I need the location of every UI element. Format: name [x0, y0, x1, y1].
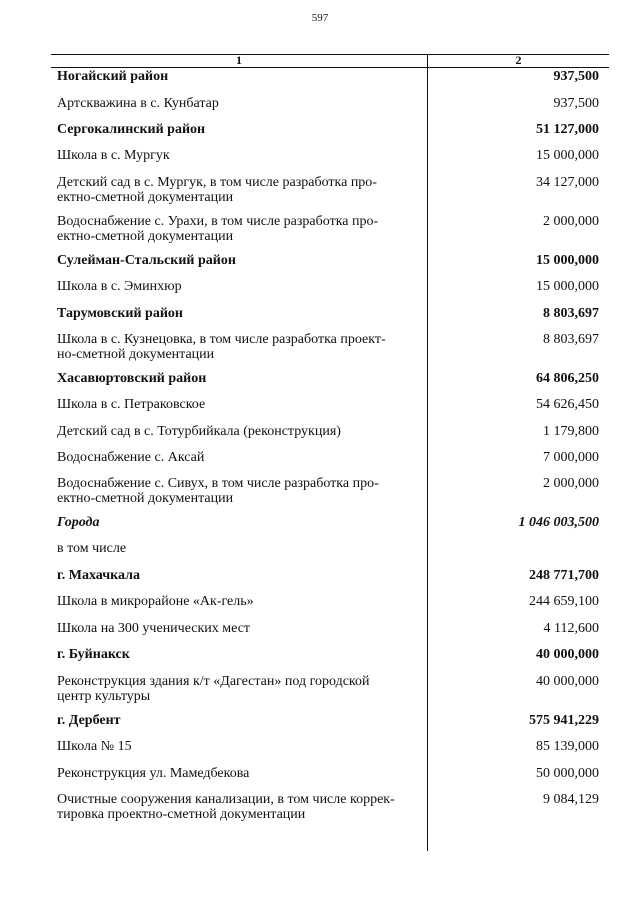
row-name: в том числе [57, 541, 127, 556]
row-name: Водоснабжение с. Сивух, в том числе разработка про- ектно-сметной документации [57, 476, 379, 506]
row-name: Школа № 15 [57, 739, 132, 754]
row-value: 248 771,700 [529, 568, 599, 583]
row-name: Школа в с. Мургук [57, 148, 170, 163]
row-value: 2 000,000 [543, 476, 599, 491]
row-value: 40 000,000 [536, 647, 599, 662]
row-value: 51 127,000 [536, 122, 599, 137]
row-value: 50 000,000 [536, 766, 599, 781]
row-value: 40 000,000 [536, 674, 599, 689]
row-name: г. Буйнакск [57, 647, 130, 662]
row-name: Тарумовский район [57, 306, 183, 321]
row-value: 575 941,229 [529, 713, 599, 728]
row-value: 7 000,000 [543, 450, 599, 465]
row-name: Детский сад в с. Мургук, в том числе разработка про- ектно-сметной документации [57, 175, 377, 205]
row-value: 2 000,000 [543, 214, 599, 229]
header-bottom-border [51, 67, 609, 68]
row-name: Школа в с. Кузнецовка, в том числе разработка проект- но-сметной документации [57, 332, 386, 362]
column-header-1: 1 [236, 53, 242, 67]
column-header-2: 2 [515, 53, 522, 67]
row-name: г. Махачкала [57, 568, 140, 583]
row-name: Сулейман-Стальский район [57, 253, 236, 268]
row-value: 8 803,697 [543, 306, 599, 321]
budget-table [51, 54, 609, 851]
row-value: 85 139,000 [536, 739, 599, 754]
row-name: Города [57, 515, 100, 530]
row-value: 937,500 [553, 96, 599, 111]
row-name: Реконструкция ул. Мамедбекова [57, 766, 250, 781]
row-value: 15 000,000 [536, 279, 599, 294]
row-name: Реконструкция здания к/т «Дагестан» под городской центр культуры [57, 674, 370, 704]
row-name: Артскважина в с. Кунбатар [57, 96, 219, 111]
row-name: Водоснабжение с. Урахи, в том числе разработка про- ектно-сметной документации [57, 214, 379, 244]
page-number: 597 [311, 12, 329, 24]
row-value: 54 626,450 [536, 397, 599, 412]
row-value: 34 127,000 [536, 175, 599, 190]
row-name: Школа на 300 ученических мест [57, 621, 251, 636]
row-name: Школа в с. Эминхюр [57, 279, 182, 294]
row-value: 244 659,100 [529, 594, 599, 609]
row-value: 1 046 003,500 [518, 515, 599, 530]
row-name: Хасавюртовский район [57, 371, 207, 386]
row-name: Водоснабжение с. Аксай [57, 450, 205, 465]
row-value: 937,500 [553, 69, 599, 84]
row-value: 15 000,000 [536, 253, 599, 268]
row-value: 8 803,697 [543, 332, 599, 347]
row-name: г. Дербент [57, 713, 121, 728]
row-name: Школа в с. Петраковское [57, 397, 206, 412]
row-value: 4 112,600 [543, 621, 599, 636]
column-divider [427, 54, 428, 851]
row-value: 64 806,250 [536, 371, 599, 386]
row-value: 9 084,129 [543, 792, 599, 807]
row-name: Сергокалинский район [57, 122, 206, 137]
row-name: Очистные сооружения канализации, в том числе коррек- тировка проектно-сметной документации [57, 792, 395, 822]
row-name: Детский сад в с. Тотурбийкала (реконструкция) [57, 424, 341, 439]
row-value: 15 000,000 [536, 148, 599, 163]
row-name: Ногайский район [57, 69, 169, 84]
row-name: Школа в микрорайоне «Ак-гель» [57, 594, 254, 609]
row-value: 1 179,800 [543, 424, 599, 439]
